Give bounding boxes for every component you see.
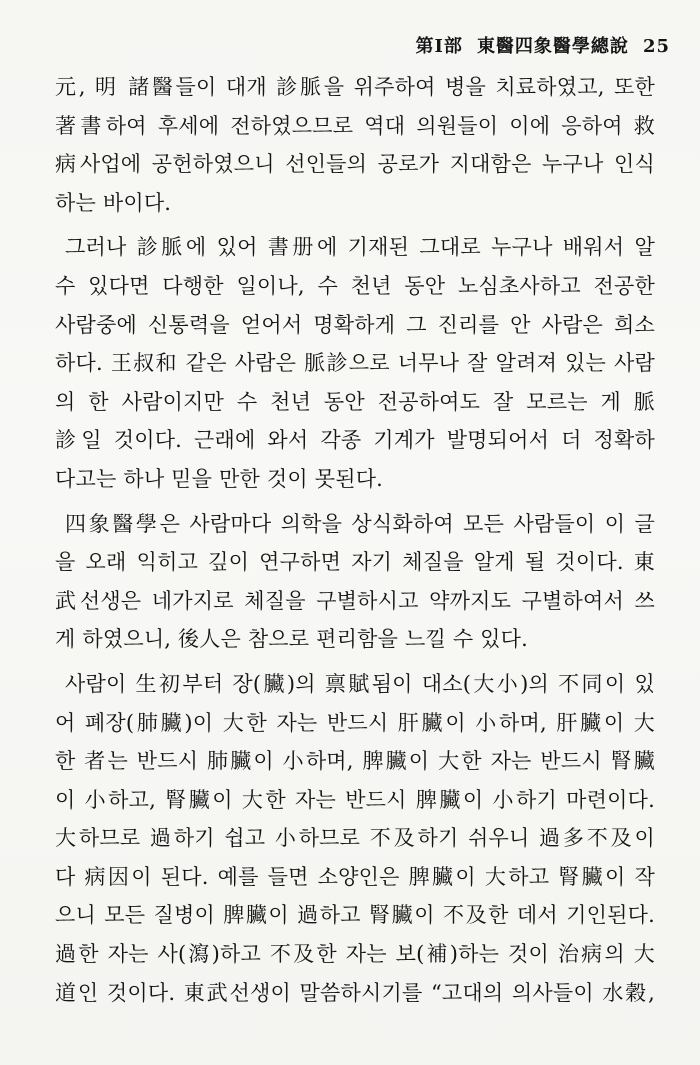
text-line: 다 病因이 된다. 예를 들면 소양인은 脾臟이 大하고 腎臟이 작: [55, 864, 655, 889]
body-text: [55, 68, 655, 1012]
text-line: 著書하여 후세에 전하였으므로 역대 의원들이 이에 응하여 救: [55, 113, 655, 138]
chapter-title: 東醫四象醫學總說: [476, 36, 629, 57]
paragraph: [55, 68, 655, 222]
page-number: 25: [642, 36, 670, 57]
text-line: 大하므로 過하기 쉽고 小하므로 不及하기 쉬우니 過多不及이: [55, 826, 655, 851]
text-line: 元, 明 諸醫들이 대개 診脈을 위주하여 병을 치료하였고, 또한: [55, 75, 655, 99]
text-line: 한 者는 반드시 肺臟이 小하며, 脾臟이 大한 자는 반드시 腎臟: [55, 749, 655, 774]
text-line: 이 小하고, 腎臟이 大한 자는 반드시 脾臟이 小하기 마련이다.: [55, 787, 655, 812]
text-line: 을 오래 익히고 깊이 연구하면 자기 체질을 알게 될 것이다. 東: [55, 550, 655, 575]
text-line: 하다. 王叔和 같은 사람은 脈診으로 너무나 잘 알려져 있는 사람: [55, 351, 655, 376]
text-line: 수 있다면 다행한 일이나, 수 천년 동안 노심초사하고 전공한: [55, 273, 655, 298]
text-line: 으니 모든 질병이 脾臟이 過하고 腎臟이 不及한 데서 기인된다.: [55, 903, 655, 928]
text-line: 다고는 하나 믿을 만한 것이 못된다.: [55, 466, 384, 491]
text-line: 그러나 診脈에 있어 書册에 기재된 그대로 누구나 배워서 알: [65, 235, 655, 260]
text-line: 病사업에 공헌하였으니 선인들의 공로가 지대함은 누구나 인식: [55, 152, 655, 177]
text-line: 어 폐장(肺臟)이 大한 자는 반드시 肝臟이 小하며, 肝臟이 大: [55, 710, 655, 735]
text-line: 診일 것이다. 근래에 와서 각종 기계가 발명되어서 더 정확하: [55, 428, 655, 453]
text-line: 武선생은 네가지로 체질을 구별하시고 약까지도 구별하여서 쓰: [55, 588, 655, 613]
text-line: 하는 바이다.: [55, 190, 172, 215]
paragraph: [55, 228, 655, 498]
text-line: 게 하였으니, 後人은 참으로 편리함을 느낄 수 있다.: [55, 627, 529, 652]
running-header: [416, 32, 670, 58]
text-line: 사람중에 신통력을 얻어서 명확하게 그 진리를 안 사람은 희소: [55, 312, 655, 337]
text-line: 過한 자는 사(瀉)하고 不及한 자는 보(補)하는 것이 治病의 大: [55, 942, 655, 967]
text-line: 四象醫學은 사람마다 의학을 상식화하여 모든 사람들이 이 글: [65, 511, 655, 536]
paragraph: [55, 665, 655, 1012]
text-line: 사람이 生初부터 장(臟)의 禀賦됨이 대소(大小)의 不同이 있: [65, 671, 655, 696]
paragraph: [55, 505, 655, 659]
text-line: 道인 것이다. 東武선생이 말씀하시기를 “고대의 의사들이 水穀,: [55, 980, 655, 1005]
part-label: 第Ⅰ部: [415, 36, 463, 57]
text-line: 의 한 사람이지만 수 천년 동안 전공하여도 잘 모르는 게 脈: [55, 389, 655, 414]
